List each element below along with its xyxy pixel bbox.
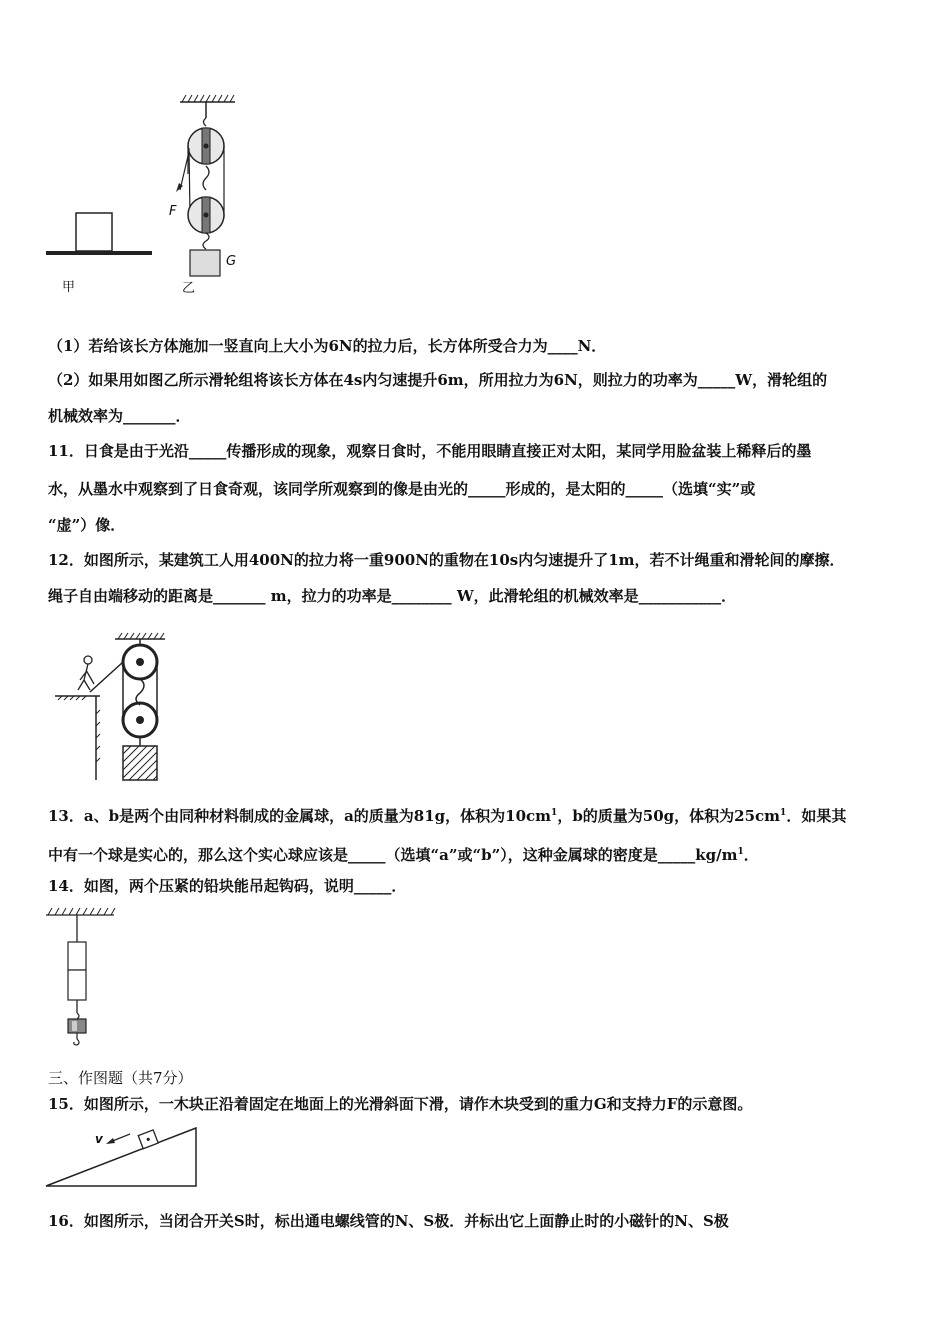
q11-line1: 11．日食是由于光沿_____传播形成的现象，观察日食时，不能用眼睛直接正对太阳，某同学用脸盆装上稀释后的墨 [48, 442, 812, 460]
q13-text-e: ． [743, 846, 759, 864]
q11-line2: 水，从墨水中观察到了日食奇观，该同学所观察到的像是由光的_____形成的，是太阳的_____（选填“实”或 [48, 480, 756, 498]
q13-line2 [48, 842, 759, 865]
q12-line1: 12．如图所示，某建筑工人用400N的拉力将一重900N的重物在10s内匀速提升了1m，若不计绳重和滑轮间的摩擦． [48, 551, 845, 569]
label-F: F [169, 204, 177, 219]
weight-G [190, 250, 220, 276]
section3-title: 三、作图题（共7分） [48, 1069, 193, 1087]
figure-lead-blocks [42, 905, 122, 1055]
label-yi: 乙 [182, 281, 196, 296]
q11-line3: “虚”）像． [48, 516, 126, 534]
q16-line1: 16．如图所示，当闭合开关S时，标出通电螺线管的N、S极．并标出它上面静止时的小磁针的N、S极 [48, 1212, 729, 1230]
label-jia: 甲 [62, 280, 76, 295]
q13-text-d: 中有一个球是实心的，那么这个实心球应该是_____（选填“a”或“b”），这种金属球的密度是_____kg/m [48, 846, 738, 864]
lead-block-upper [68, 942, 86, 970]
q13-text-a: 13．a、b是两个由同种材料制成的金属球，a的质量为81g，体积为10cm [48, 807, 552, 825]
table [46, 251, 152, 255]
q13-sup-1: 1 [551, 808, 558, 818]
label-v: v [95, 1132, 103, 1146]
q13-sup-3: 1 [737, 847, 744, 857]
q12-line2: 绳子自由端移动的距离是_______ m，拉力的功率是________ W，此滑轮组的机械效率是___________． [48, 587, 737, 605]
q14-line1: 14．如图，两个压紧的铅块能吊起钩码，说明_____． [48, 877, 407, 895]
q13-text-c: ．如果其 [786, 807, 847, 825]
block [76, 213, 112, 251]
q15-line1: 15．如图所示，一木块正沿着固定在地面上的光滑斜面下滑，请作木块受到的重力G和支持力F的示意图。 [48, 1095, 753, 1113]
q13-text-b: ，b的质量为50g，体积为25cm [557, 807, 781, 825]
q13-line1 [48, 803, 846, 826]
label-G: G [226, 254, 237, 269]
load-box [123, 746, 157, 780]
q10-part2-line1: （2）如果用如图乙所示滑轮组将该长方体在4s内匀速提升6m，所用拉力为6N，则拉力的功率为_____W，滑轮组的 [48, 371, 828, 389]
lead-block-lower [68, 970, 86, 1000]
q10-part1: （1）若给该长方体施加一竖直向上大小为6N的拉力后，长方体所受合力为____N． [48, 337, 607, 355]
figure-worker-pulley [50, 630, 230, 785]
q13-sup-2: 1 [780, 808, 787, 818]
incline-triangle [46, 1128, 196, 1186]
figure-incline [42, 1120, 202, 1190]
q10-part2-line2: 机械效率为_______． [48, 407, 191, 425]
